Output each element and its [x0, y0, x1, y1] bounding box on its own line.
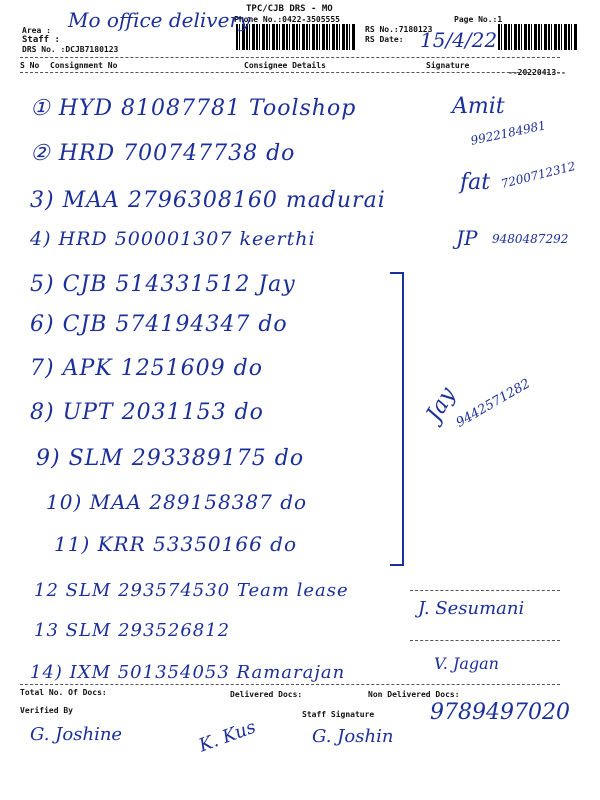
signature-row-13: J. Sesumani: [418, 598, 525, 619]
signature-row-8: Jay: [421, 383, 461, 426]
signature-row-1: Amit: [452, 94, 505, 119]
phone-row-3: 7200712312: [499, 158, 577, 192]
entry-row: ② HRD 700747738 do: [30, 141, 296, 166]
verified-signature: G. Joshine: [30, 724, 123, 745]
col-date-code: --20220413--: [508, 68, 566, 77]
phone-row-4: 9480487292: [492, 232, 569, 246]
verified-by-label: Verified By: [20, 706, 73, 715]
header-title: TPC/CJB DRS - MO: [246, 4, 333, 14]
staff-label: Staff :: [22, 35, 60, 45]
sig-rule: [410, 640, 560, 641]
col-sno: S No: [20, 61, 40, 70]
entry-row: 11) KRR 53350166 do: [54, 532, 298, 556]
entry-row: 7) APK 1251609 do: [30, 356, 263, 381]
page-number: Page No.:1: [454, 15, 503, 24]
staff-signature: G. Joshin: [312, 726, 394, 747]
handwritten-date: 15/4/22: [420, 28, 498, 52]
area-label: Area :: [22, 26, 51, 35]
column-rule: [20, 72, 560, 73]
entry-row: 9) SLM 293389175 do: [36, 446, 305, 471]
middle-signature: K. Kus: [196, 716, 259, 757]
signature-row-4: JP: [456, 226, 478, 250]
handwritten-area: Mo office delivery: [68, 8, 251, 32]
col-consignment: Consignment No: [50, 61, 118, 70]
footer-rule: [20, 684, 560, 685]
staff-signature-label: Staff Signature: [302, 710, 375, 719]
entry-row: 8) UPT 2031153 do: [30, 400, 264, 425]
signature-row-3: fat: [460, 170, 491, 195]
phone-row-1: 9922184981: [469, 118, 547, 148]
sig-rule: [410, 590, 560, 591]
col-signature: Signature: [426, 61, 470, 70]
entry-row: 10) MAA 289158387 do: [46, 490, 308, 514]
phone-row-8: 9442571282: [453, 376, 533, 431]
header-phone: Phone No.:0422-3505555: [234, 15, 340, 24]
non-delivered-docs-label: Non Delivered Docs:: [368, 690, 460, 699]
col-consignee: Consignee Details: [244, 61, 326, 70]
bracket-line: [390, 272, 404, 566]
total-docs-label: Total No. Of Docs:: [20, 688, 107, 697]
signature-row-14: V. Jagan: [434, 654, 499, 673]
entry-row: ① HYD 81087781 Toolshop: [30, 96, 357, 121]
barcode-right: [498, 24, 578, 50]
entry-row: 12 SLM 293574530 Team lease: [34, 580, 349, 601]
barcode-center: [236, 24, 356, 50]
entry-row: 4) HRD 500001307 keerthi: [30, 228, 316, 250]
drs-number: DRS No. :DCJB7180123: [22, 45, 119, 54]
entry-row: 3) MAA 2796308160 madurai: [30, 188, 386, 213]
rs-number: RS No.:7180123: [365, 25, 433, 34]
rs-date-label: RS Date:: [365, 35, 404, 44]
delivered-docs-label: Delivered Docs:: [230, 690, 303, 699]
entry-row: 6) CJB 574194347 do: [30, 312, 288, 337]
entry-row: 5) CJB 514331512 Jay: [30, 272, 296, 297]
staff-phone: 9789497020: [430, 700, 570, 725]
entry-row: 14) IXM 501354053 Ramarajan: [30, 662, 346, 683]
header-rule: [20, 57, 560, 58]
entry-row: 13 SLM 293526812: [34, 620, 231, 641]
